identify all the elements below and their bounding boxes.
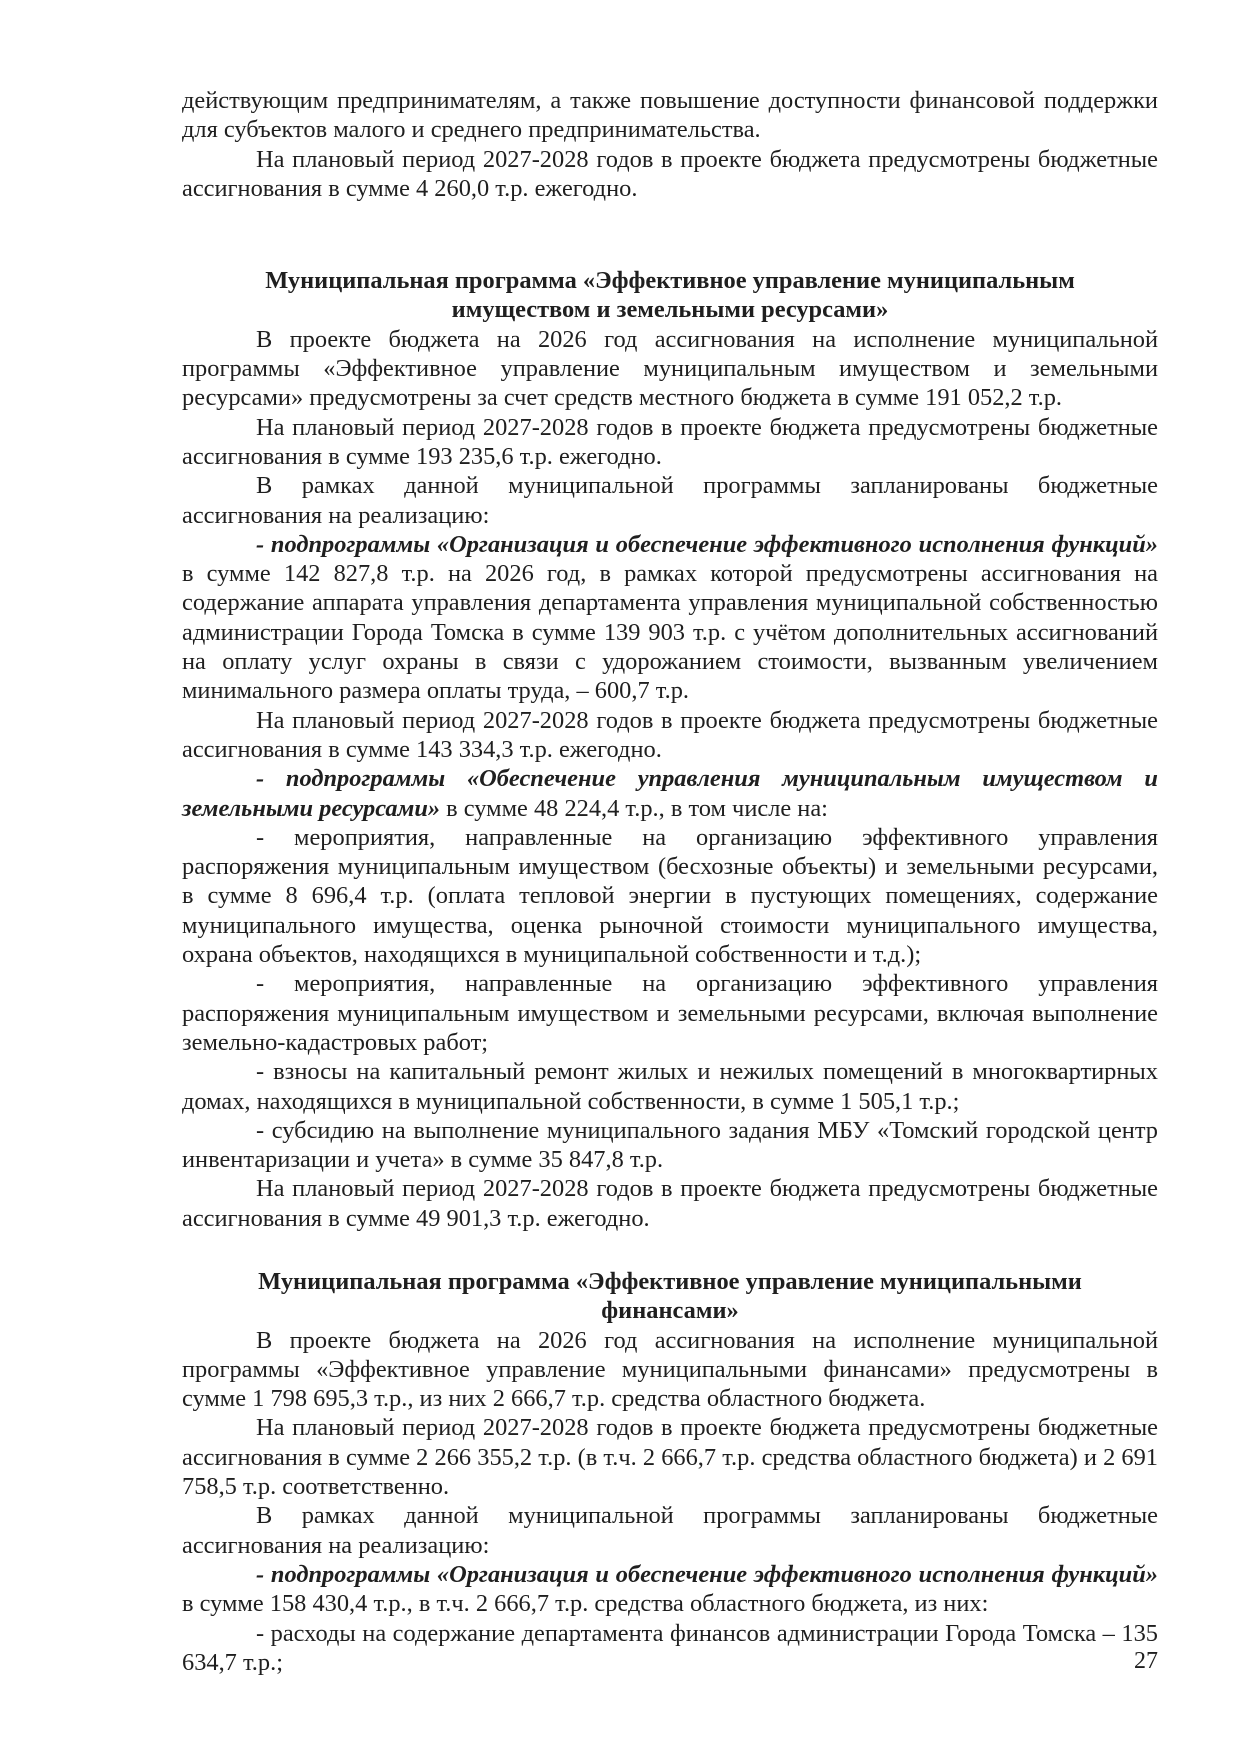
paragraph: На плановый период 2027-2028 годов в проекте бюджета предусмотрены бюджетные ассигнования в сумме 193 235,6 т.р. ежегодно. [182, 413, 1158, 470]
subprogram-text: в сумме 142 827,8 т.р. на 2026 год, в рамках которой предусмотрены ассигнования на содержание аппарата управления департамента управления муниципальной собственностью администрации Города Томска в сумме 139 903 т.р. с учётом дополнительных ассигнований на оплату услуг охраны в связи с удорожанием стоимости, вызванным увеличением минимального размера оплаты труда, – 600,7 т.р. [182, 560, 1158, 705]
subprogram-text: в сумме 158 430,4 т.р., в т.ч. 2 666,7 т.р. средства областного бюджета, из них: [182, 1590, 989, 1618]
paragraph: На плановый период 2027-2028 годов в проекте бюджета предусмотрены бюджетные ассигнования в сумме 4 260,0 т.р. ежегодно. [182, 145, 1158, 202]
paragraph: В рамках данной муниципальной программы запланированы бюджетные ассигнования на реализацию: [182, 472, 1158, 529]
list-item: - расходы на содержание департамента финансов администрации Города Томска – 135 634,7 т.р.; [182, 1619, 1158, 1676]
subprogram-text: в сумме 48 224,4 т.р., в том числе на: [440, 794, 828, 822]
section-heading: Муниципальная программа «Эффективное управление муниципальными финансами» [258, 1267, 1082, 1325]
subprogram-paragraph [182, 530, 1158, 706]
paragraph: На плановый период 2027-2028 годов в проекте бюджета предусмотрены бюджетные ассигнования в сумме 143 334,3 т.р. ежегодно. [182, 706, 1158, 763]
list-item: - субсидию на выполнение муниципального задания МБУ «Томский городской центр инвентаризации и учета» в сумме 35 847,8 т.р. [182, 1116, 1158, 1174]
page-number: 27 [1134, 1648, 1158, 1674]
subprogram-name: - подпрограммы «Организация и обеспечение эффективного исполнения функций» [256, 1560, 1158, 1588]
subprogram-name: - подпрограммы «Организация и обеспечение эффективного исполнения функций» [256, 530, 1158, 558]
paragraph: На плановый период 2027-2028 годов в проекте бюджета предусмотрены бюджетные ассигнования в сумме 49 901,3 т.р. ежегодно. [182, 1175, 1158, 1232]
list-item: - мероприятия, направленные на организацию эффективного управления распоряжения муниципальным имуществом (бесхозные объекты) и земельными ресурсами, в сумме 8 696,4 т.р. (оплата тепловой энергии в пустующих помещениях, содержание муниципального имущества, оценка рыночной стоимости муниципального имущества, охрана объектов, находящихся в муниципальной собственности и т.д.); [182, 823, 1158, 969]
section-heading: Муниципальная программа «Эффективное управление муниципальным имуществом и земельными ресурсами» [265, 267, 1075, 324]
paragraph: На плановый период 2027-2028 годов в проекте бюджета предусмотрены бюджетные ассигнования в сумме 2 266 355,2 т.р. (в т.ч. 2 666,7 т.р. средства областного бюджета) и 2 691 758,5 т.р. соответственно. [182, 1414, 1158, 1501]
subprogram-paragraph [182, 1560, 1158, 1619]
list-item: - мероприятия, направленные на организацию эффективного управления распоряжения муниципальным имуществом и земельными ресурсами, включая выполнение земельно-кадастровых работ; [182, 970, 1158, 1056]
document-page [182, 86, 1158, 1677]
list-item: - взносы на капитальный ремонт жилых и нежилых помещений в многоквартирных домах, находящихся в муниципальной собственности, в сумме 1 505,1 т.р.; [182, 1058, 1158, 1115]
paragraph: В проекте бюджета на 2026 год ассигнования на исполнение муниципальной программы «Эффективное управление муниципальным имуществом и земельными ресурсами» предусмотрены за счет средств местного бюджета в сумме 191 052,2 т.р. [182, 325, 1158, 412]
paragraph: В проекте бюджета на 2026 год ассигнования на исполнение муниципальной программы «Эффективное управление муниципальными финансами» предусмотрены в сумме 1 798 695,3 т.р., из них 2 666,7 т.р. средства областного бюджета. [182, 1326, 1158, 1413]
subprogram-paragraph [182, 764, 1158, 823]
paragraph: В рамках данной муниципальной программы запланированы бюджетные ассигнования на реализацию: [182, 1502, 1158, 1559]
subprogram-name: - подпрограммы «Обеспечение управления муниципальным имуществом и земельными ресурсами» [182, 765, 1158, 822]
paragraph: действующим предпринимателям, а также повышение доступности финансовой поддержки для субъектов малого и среднего предпринимательства. [182, 87, 1158, 144]
